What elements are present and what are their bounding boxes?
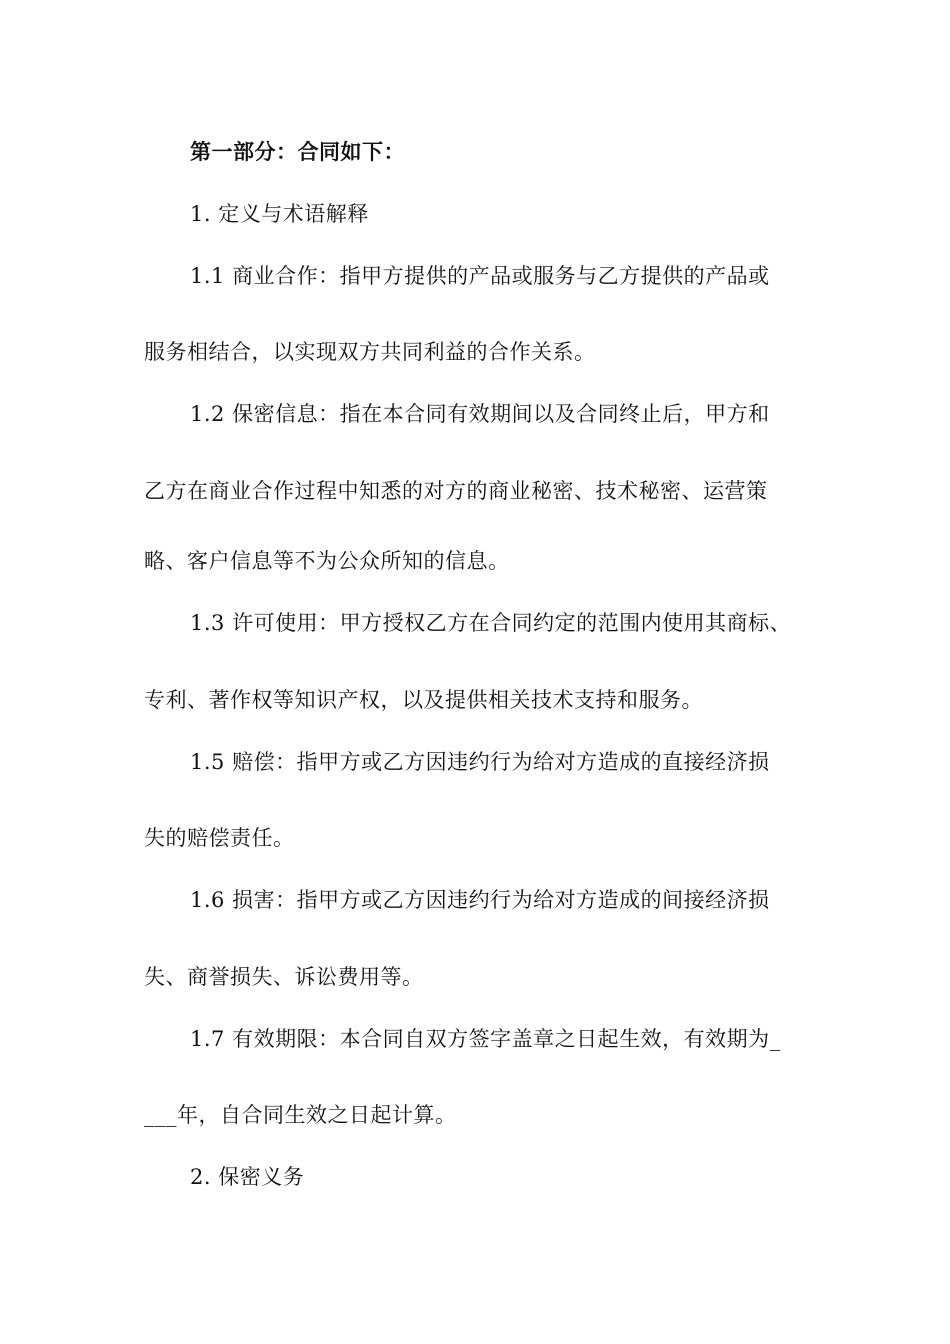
clause-1-2-line-3: 略、客户信息等不为公众所知的信息。 — [144, 549, 510, 573]
clause-1-6-line-1: 1.6 损害：指甲方或乙方因违约行为给对方造成的间接经济损 — [190, 888, 770, 912]
clause-1-6-line-2: 失、商誉损失、诉讼费用等。 — [144, 965, 424, 989]
clause-title-1: 1. 定义与术语解释 — [190, 202, 369, 226]
clause-1-3-line-1: 1.3 许可使用：甲方授权乙方在合同约定的范围内使用其商标、 — [190, 611, 792, 635]
clause-1-5-line-2: 失的赔偿责任。 — [144, 826, 295, 850]
section-heading: 第一部分：合同如下： — [190, 140, 405, 164]
clause-1-7-line-1: 1.7 有效期限：本合同自双方签字盖章之日起生效，有效期为_ — [190, 1027, 781, 1051]
clause-1-2-line-2: 乙方在商业合作过程中知悉的对方的商业秘密、技术秘密、运营策 — [144, 479, 768, 503]
clause-1-3-line-2: 专利、著作权等知识产权，以及提供相关技术支持和服务。 — [144, 688, 703, 712]
clause-1-1-line-1: 1.1 商业合作：指甲方提供的产品或服务与乙方提供的产品或 — [190, 264, 770, 288]
clause-1-7-line-2: ___年，自合同生效之日起计算。 — [144, 1103, 457, 1127]
clause-1-1-line-2: 服务相结合，以实现双方共同利益的合作关系。 — [144, 340, 596, 364]
clause-title-2: 2. 保密义务 — [190, 1165, 305, 1189]
clause-1-5-line-1: 1.5 赔偿：指甲方或乙方因违约行为给对方造成的直接经济损 — [190, 750, 770, 774]
clause-1-2-line-1: 1.2 保密信息：指在本合同有效期间以及合同终止后，甲方和 — [190, 402, 770, 426]
